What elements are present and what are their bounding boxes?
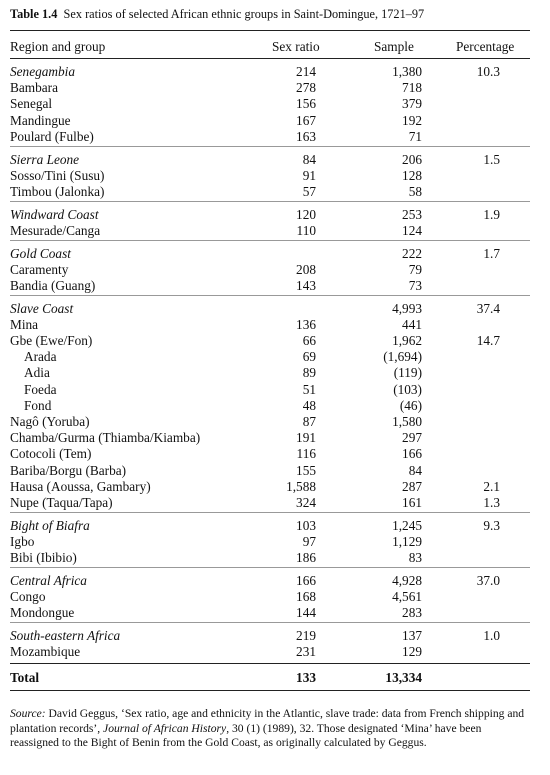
row-name: Windward Coast — [10, 206, 99, 222]
row-sample: 222 — [402, 245, 422, 261]
table-caption — [10, 7, 424, 22]
header-sex-ratio: Sex ratio — [272, 39, 320, 54]
row-sample: 718 — [402, 80, 422, 96]
group-row — [10, 604, 530, 621]
row-sample: 1,380 — [392, 64, 422, 79]
group-divider — [10, 201, 530, 202]
row-name: Central Africa — [10, 572, 87, 588]
row-sex-ratio: 186 — [296, 550, 316, 566]
row-name: Nagô (Yoruba) — [10, 414, 90, 429]
row-sample: 253 — [402, 206, 422, 222]
table-title: Sex ratios of selected African ethnic groups in Saint-Domingue, 1721–97 — [63, 7, 425, 21]
row-sex-ratio: 219 — [296, 627, 316, 643]
row-name: Gold Coast — [10, 245, 71, 261]
row-sample: 4,928 — [392, 572, 422, 588]
row-name: Foeda — [24, 381, 57, 397]
region-row — [10, 151, 530, 168]
group-row — [10, 348, 530, 365]
row-percentage: 2.1 — [483, 478, 500, 494]
region-row — [10, 517, 530, 534]
row-sex-ratio: 69 — [302, 349, 316, 365]
group-row — [10, 381, 530, 398]
row-sex-ratio: 214 — [296, 64, 316, 79]
header-rule — [10, 58, 530, 59]
row-name: Congo — [10, 589, 46, 604]
row-sample: (119) — [393, 365, 422, 381]
row-percentage: 1.3 — [483, 495, 500, 510]
row-sample: 71 — [408, 128, 422, 144]
region-row — [10, 300, 530, 317]
row-sex-ratio: 168 — [296, 589, 316, 604]
row-name: South-eastern Africa — [10, 627, 121, 643]
row-sex-ratio: 144 — [296, 605, 316, 621]
group-row — [10, 79, 530, 96]
group-row — [10, 261, 530, 278]
row-sex-ratio: 51 — [302, 381, 316, 397]
total-sex-ratio: 133 — [296, 670, 316, 686]
row-sex-ratio: 84 — [302, 151, 316, 167]
group-row — [10, 95, 530, 112]
row-sample: 1,580 — [392, 414, 422, 429]
total-rule-top — [10, 663, 530, 664]
row-sample: 283 — [402, 605, 422, 621]
row-name: Sosso/Tini (Susu) — [10, 167, 105, 183]
source-journal: Journal of African History — [103, 721, 227, 735]
row-sample: 287 — [402, 478, 422, 494]
row-sample: 192 — [402, 112, 422, 128]
region-row — [10, 245, 530, 262]
row-sample: 1,962 — [392, 333, 422, 348]
group-row — [10, 112, 530, 129]
group-divider — [10, 240, 530, 241]
row-percentage: 37.4 — [476, 300, 500, 316]
row-percentage: 37.0 — [476, 572, 500, 588]
total-rule-bottom — [10, 690, 530, 691]
group-row — [10, 462, 530, 479]
row-name: Fond — [24, 397, 52, 413]
group-row — [10, 222, 530, 239]
row-name: Igbo — [10, 533, 35, 549]
row-sex-ratio: 57 — [302, 183, 316, 199]
row-sex-ratio: 166 — [296, 572, 316, 588]
source-note — [10, 707, 530, 751]
row-sample: 58 — [408, 183, 422, 199]
header-row — [10, 38, 530, 55]
group-row — [10, 643, 530, 660]
row-sample: 166 — [402, 446, 422, 462]
row-sex-ratio: 48 — [302, 397, 316, 413]
row-name: Timbou (Jalonka) — [10, 183, 105, 199]
source-label: Source: — [10, 707, 46, 720]
group-divider — [10, 295, 530, 296]
row-name: Poulard (Fulbe) — [10, 128, 94, 144]
group-row — [10, 429, 530, 446]
row-sex-ratio: 91 — [302, 167, 316, 183]
row-percentage: 1.7 — [483, 245, 500, 261]
region-row — [10, 627, 530, 644]
row-sample: (46) — [399, 397, 422, 413]
row-sex-ratio: 103 — [296, 517, 316, 533]
row-name: Bambara — [10, 80, 58, 96]
row-sample: 206 — [402, 151, 422, 167]
row-name: Senegambia — [10, 64, 75, 79]
group-row — [10, 549, 530, 566]
row-sample: 79 — [408, 261, 422, 277]
group-divider — [10, 512, 530, 513]
group-row — [10, 494, 530, 511]
row-percentage: 9.3 — [483, 517, 500, 533]
row-percentage: 1.0 — [483, 627, 500, 643]
total-row — [10, 669, 530, 686]
group-row — [10, 128, 530, 145]
top-rule — [10, 30, 530, 31]
row-sample: (103) — [393, 381, 422, 397]
row-sample: 73 — [408, 277, 422, 293]
row-sample: 4,561 — [392, 589, 422, 604]
row-sex-ratio: 66 — [302, 333, 316, 348]
row-name: Caramenty — [10, 261, 69, 277]
region-row — [10, 63, 530, 80]
row-percentage: 1.5 — [483, 151, 500, 167]
row-sex-ratio: 156 — [296, 96, 316, 112]
row-sample: 128 — [402, 167, 422, 183]
row-sex-ratio: 87 — [302, 414, 316, 429]
row-sample: (1,694) — [383, 349, 422, 365]
row-sex-ratio: 89 — [302, 365, 316, 381]
row-name: Mandingue — [10, 112, 71, 128]
row-name: Bariba/Borgu (Barba) — [10, 462, 127, 478]
row-name: Mondongue — [10, 605, 75, 621]
row-sample: 4,993 — [392, 300, 422, 316]
row-sex-ratio: 191 — [296, 430, 316, 446]
row-sample: 124 — [402, 222, 422, 238]
row-sex-ratio: 155 — [296, 462, 316, 478]
row-name: Hausa (Aoussa, Gambary) — [10, 478, 151, 494]
row-name: Mozambique — [10, 644, 81, 660]
row-name: Mesurade/Canga — [10, 222, 101, 238]
group-row — [10, 277, 530, 294]
group-row — [10, 167, 530, 184]
row-sex-ratio: 167 — [296, 112, 316, 128]
total-label: Total — [10, 670, 40, 686]
row-name: Slave Coast — [10, 300, 74, 316]
row-name: Bight of Biafra — [10, 517, 90, 533]
row-name: Sierra Leone — [10, 151, 80, 167]
row-sample: 1,129 — [392, 533, 422, 549]
row-sex-ratio: 110 — [296, 222, 316, 238]
group-divider — [10, 622, 530, 623]
group-row — [10, 332, 530, 349]
row-sex-ratio: 120 — [296, 206, 316, 222]
group-row — [10, 364, 530, 381]
row-percentage: 14.7 — [476, 333, 500, 348]
row-sex-ratio: 208 — [296, 261, 316, 277]
row-name: Bandia (Guang) — [10, 277, 96, 293]
row-sample: 84 — [408, 462, 422, 478]
row-sample: 441 — [402, 316, 422, 332]
row-sex-ratio: 143 — [296, 277, 316, 293]
row-sex-ratio: 1,588 — [286, 478, 316, 494]
row-percentage: 1.9 — [483, 206, 500, 222]
row-sex-ratio: 324 — [296, 495, 316, 510]
row-sex-ratio: 136 — [296, 316, 316, 332]
group-row — [10, 183, 530, 200]
group-divider — [10, 146, 530, 147]
source-text-post: , 30 (1) (1989), 32. Those designated ‘Mina’ have been reassigned to the Bight of Benin from the Gold Coast, as originally calculated by Geggus. — [10, 721, 482, 749]
row-sex-ratio: 97 — [302, 533, 316, 549]
group-row — [10, 445, 530, 462]
row-sex-ratio: 278 — [296, 80, 316, 96]
group-row — [10, 478, 530, 495]
row-sex-ratio: 231 — [296, 644, 316, 660]
row-sample: 137 — [402, 627, 422, 643]
table-number: Table 1.4 — [10, 7, 58, 21]
row-sex-ratio: 116 — [296, 446, 316, 462]
group-row — [10, 588, 530, 605]
group-row — [10, 316, 530, 333]
row-name: Mina — [10, 316, 39, 332]
row-name: Chamba/Gurma (Thiamba/Kiamba) — [10, 430, 201, 446]
header-region: Region and group — [10, 39, 106, 54]
group-row — [10, 413, 530, 430]
row-sample: 83 — [408, 550, 422, 566]
row-name: Adia — [24, 365, 50, 381]
region-row — [10, 206, 530, 223]
group-row — [10, 533, 530, 550]
header-sample: Sample — [374, 39, 414, 54]
row-sample: 1,245 — [392, 517, 422, 533]
group-divider — [10, 567, 530, 568]
row-name: Senegal — [10, 96, 53, 112]
source-text-pre: David Geggus, ‘Sex ratio, age and ethnicity in the Atlantic, slave trade: data from French shipping and plantation records’, — [10, 707, 525, 735]
row-name: Cotocoli (Tem) — [10, 446, 92, 462]
row-name: Gbe (Ewe/Fon) — [10, 333, 93, 348]
row-name: Bibi (Ibibio) — [10, 550, 77, 566]
row-name: Arada — [24, 349, 57, 365]
header-percentage: Percentage — [456, 39, 515, 54]
total-sample: 13,334 — [385, 670, 422, 686]
region-row — [10, 572, 530, 589]
row-name: Nupe (Taqua/Tapa) — [10, 495, 113, 510]
group-row — [10, 397, 530, 414]
row-sample: 129 — [402, 644, 422, 660]
row-sex-ratio: 163 — [296, 128, 316, 144]
row-percentage: 10.3 — [476, 64, 500, 79]
row-sample: 297 — [402, 430, 422, 446]
row-sample: 379 — [402, 96, 422, 112]
row-sample: 161 — [402, 495, 422, 510]
